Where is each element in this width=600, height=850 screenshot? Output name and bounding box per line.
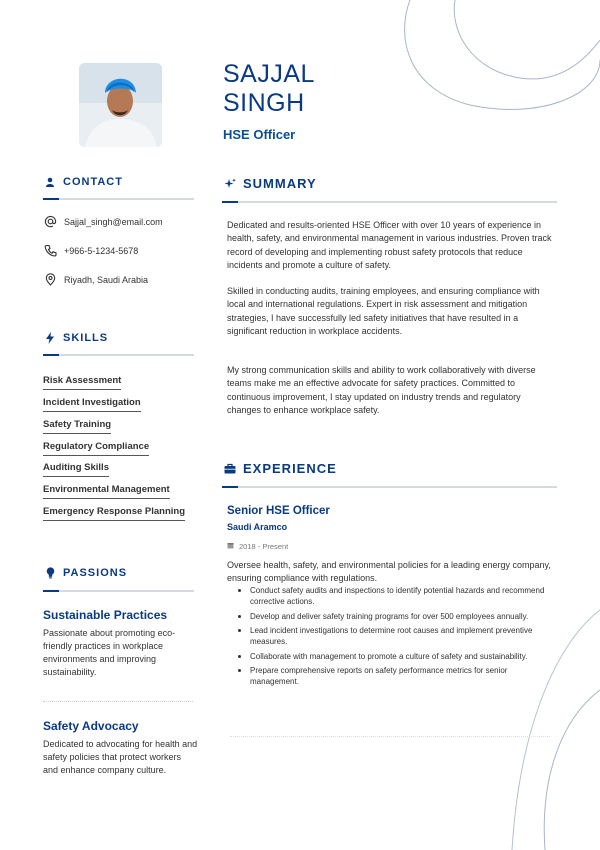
location-pin-icon: [44, 273, 57, 286]
contact-phone-text: +966-5-1234-5678: [64, 245, 139, 256]
at-sign-icon: [44, 215, 57, 228]
skills-heading-label: SKILLS: [63, 332, 109, 344]
experience-rule: [222, 486, 557, 488]
candidate-name: [223, 60, 423, 118]
job-headline: HSE Officer: [223, 127, 296, 142]
job-bullet: Lead incident investigations to determine root causes and implement preventive measures.: [238, 625, 553, 647]
skill-item: Auditing Skills: [43, 462, 109, 477]
passion-title: Sustainable Practices: [43, 608, 168, 622]
skill-item: Emergency Response Planning: [43, 506, 185, 521]
contact-phone[interactable]: [44, 244, 138, 257]
skill-item: Environmental Management: [43, 484, 170, 499]
job-bullet: Prepare comprehensive reports on safety performance metrics for senior management.: [238, 665, 553, 687]
lightning-icon: [44, 332, 56, 344]
skill-item: Risk Assessment: [43, 375, 121, 390]
passions-heading: [44, 567, 127, 579]
passion-description: Dedicated to advocating for health and safety policies that protect workers and enhance company culture.: [43, 739, 198, 775]
skill-item: Regulatory Compliance: [43, 441, 149, 456]
name-line-1: SAJJAL: [223, 60, 315, 88]
job-dates: [227, 542, 288, 551]
contact-email[interactable]: [44, 215, 163, 228]
passion-description: Passionate about promoting eco-friendly practices in workplace environments and improving sustainability.: [43, 628, 176, 677]
summary-heading-label: SUMMARY: [243, 176, 317, 191]
job-title: Senior HSE Officer: [227, 505, 330, 517]
sparkle-icon: [224, 178, 236, 190]
person-icon: [44, 176, 56, 188]
lightbulb-icon: [44, 567, 56, 579]
job-company: Saudi Aramco: [227, 522, 288, 532]
calendar-icon: [227, 542, 234, 551]
job-bullet: Collaborate with management to promote a culture of safety and sustainability.: [238, 651, 553, 662]
name-line-2: SINGH: [223, 89, 305, 117]
contact-heading-label: CONTACT: [63, 176, 123, 188]
summary-heading: [224, 176, 317, 191]
job-bullet: Conduct safety audits and inspections to identify potential hazards and recommend corrective actions.: [238, 585, 553, 607]
contact-heading: [44, 176, 123, 188]
contact-location: [44, 273, 148, 286]
skill-item: Incident Investigation: [43, 397, 141, 412]
passions-heading-label: PASSIONS: [63, 567, 128, 579]
passion-divider: [43, 701, 193, 702]
skill-item: Safety Training: [43, 419, 111, 434]
experience-divider: [230, 736, 550, 737]
summary-paragraph: My strong communication skills and ability to work collaboratively with diverse teams make me an effective advocate for safety practices. Committed to continuous improvement, I stay updated on industry trends and regulatory changes to enhance workplace safety.: [227, 365, 536, 415]
summary-paragraph: Skilled in conducting audits, training employees, and ensuring compliance with local and international regulations. Expert in risk assessment and mitigation strategies, I have successfully led safety initiatives that have resulted in a significant reduction in workplace accidents.: [227, 286, 540, 336]
summary-paragraph: Dedicated and results-oriented HSE Officer with over 10 years of experience in health, safety, and environmental management in various industries. Proven track record of developing and implementing robust safety protocols that reduce incidents and promote a culture of safety.: [227, 220, 552, 270]
job-bullet: Develop and deliver safety training programs for over 500 employees annually.: [238, 611, 553, 622]
contact-location-text: Riyadh, Saudi Arabia: [64, 274, 149, 285]
passions-rule: [43, 590, 194, 592]
contact-rule: [43, 198, 194, 200]
contact-email-text: Sajjal_singh@email.com: [64, 216, 163, 227]
experience-heading-label: EXPERIENCE: [243, 461, 337, 476]
job-description: Oversee health, safety, and environmental policies for a leading energy company, ensuring compliance with regulations.: [227, 560, 551, 583]
job-dates-text: 2018 - Present: [239, 542, 289, 551]
profile-photo: [79, 63, 162, 147]
phone-icon: [44, 244, 57, 257]
job-bullets: [238, 585, 553, 691]
passion-title: Safety Advocacy: [43, 719, 139, 733]
experience-heading: [224, 461, 337, 476]
briefcase-icon: [224, 463, 236, 475]
summary-rule: [222, 201, 557, 203]
skills-heading: [44, 332, 108, 344]
skills-rule: [43, 354, 194, 356]
